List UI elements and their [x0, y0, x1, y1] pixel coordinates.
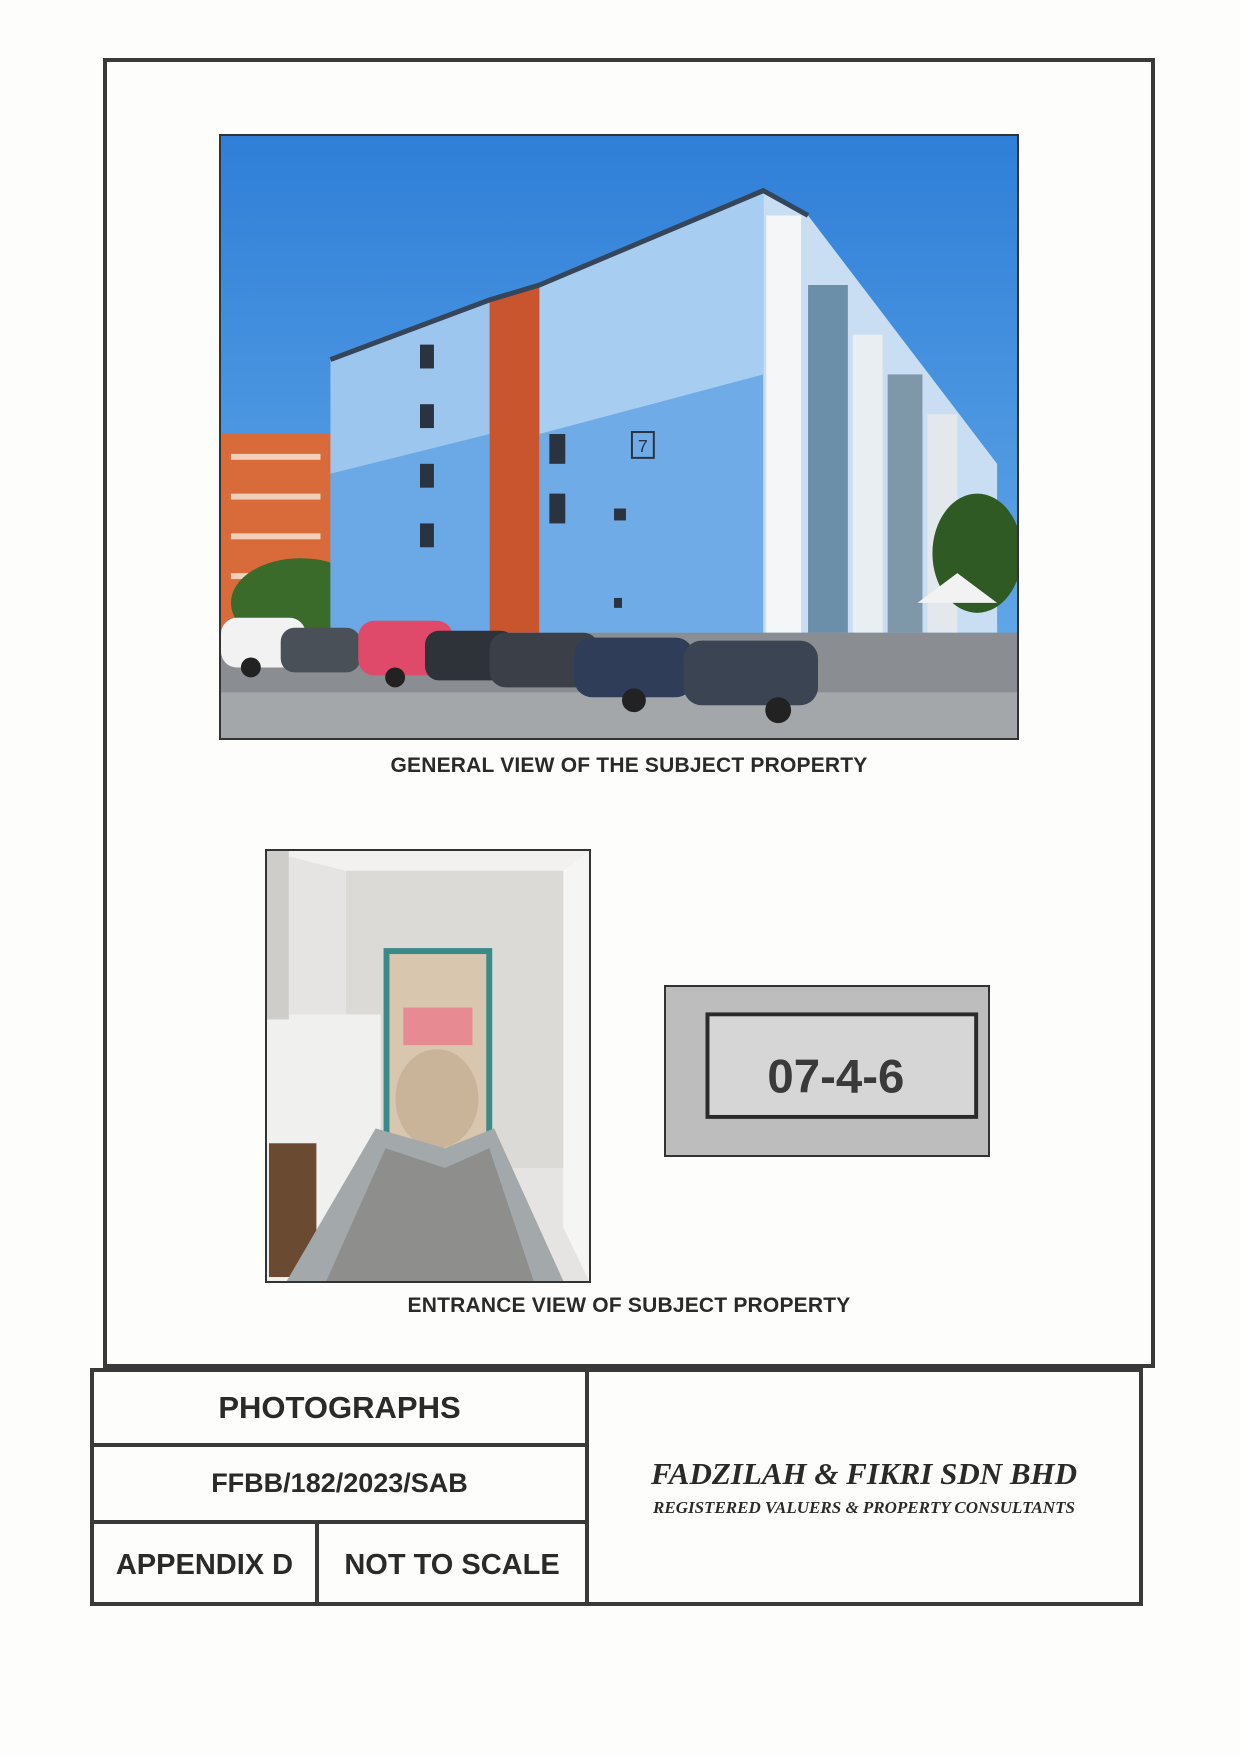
scale-text: NOT TO SCALE: [344, 1548, 560, 1581]
appendix-text: APPENDIX D: [115, 1548, 294, 1581]
title-block: [90, 1368, 1143, 1606]
unit-number-text: 07-4-6: [767, 1049, 905, 1103]
reference-cell: [94, 1447, 585, 1520]
general-view-caption: GENERAL VIEW OF THE SUBJECT PROPERTY: [390, 754, 868, 777]
unit-number-plate-photo: [664, 985, 990, 1157]
block-number-text: 7: [637, 435, 648, 456]
title-text: PHOTOGRAPHS: [218, 1389, 461, 1425]
scale-cell: [319, 1524, 585, 1606]
company-name: FADZILAH & FIKRI SDN BHD: [650, 1456, 1078, 1491]
title-cell: [94, 1372, 585, 1443]
reference-text: FFBB/182/2023/SAB: [211, 1468, 468, 1498]
general-view-photo: [219, 134, 1019, 740]
entrance-view-caption: ENTRANCE VIEW OF SUBJECT PROPERTY: [407, 1294, 851, 1317]
company-cell: [589, 1372, 1139, 1602]
entrance-view-photo: [265, 849, 591, 1283]
company-tagline: REGISTERED VALUERS & PROPERTY CONSULTANTS: [653, 1498, 1075, 1517]
appendix-cell: [94, 1524, 315, 1606]
